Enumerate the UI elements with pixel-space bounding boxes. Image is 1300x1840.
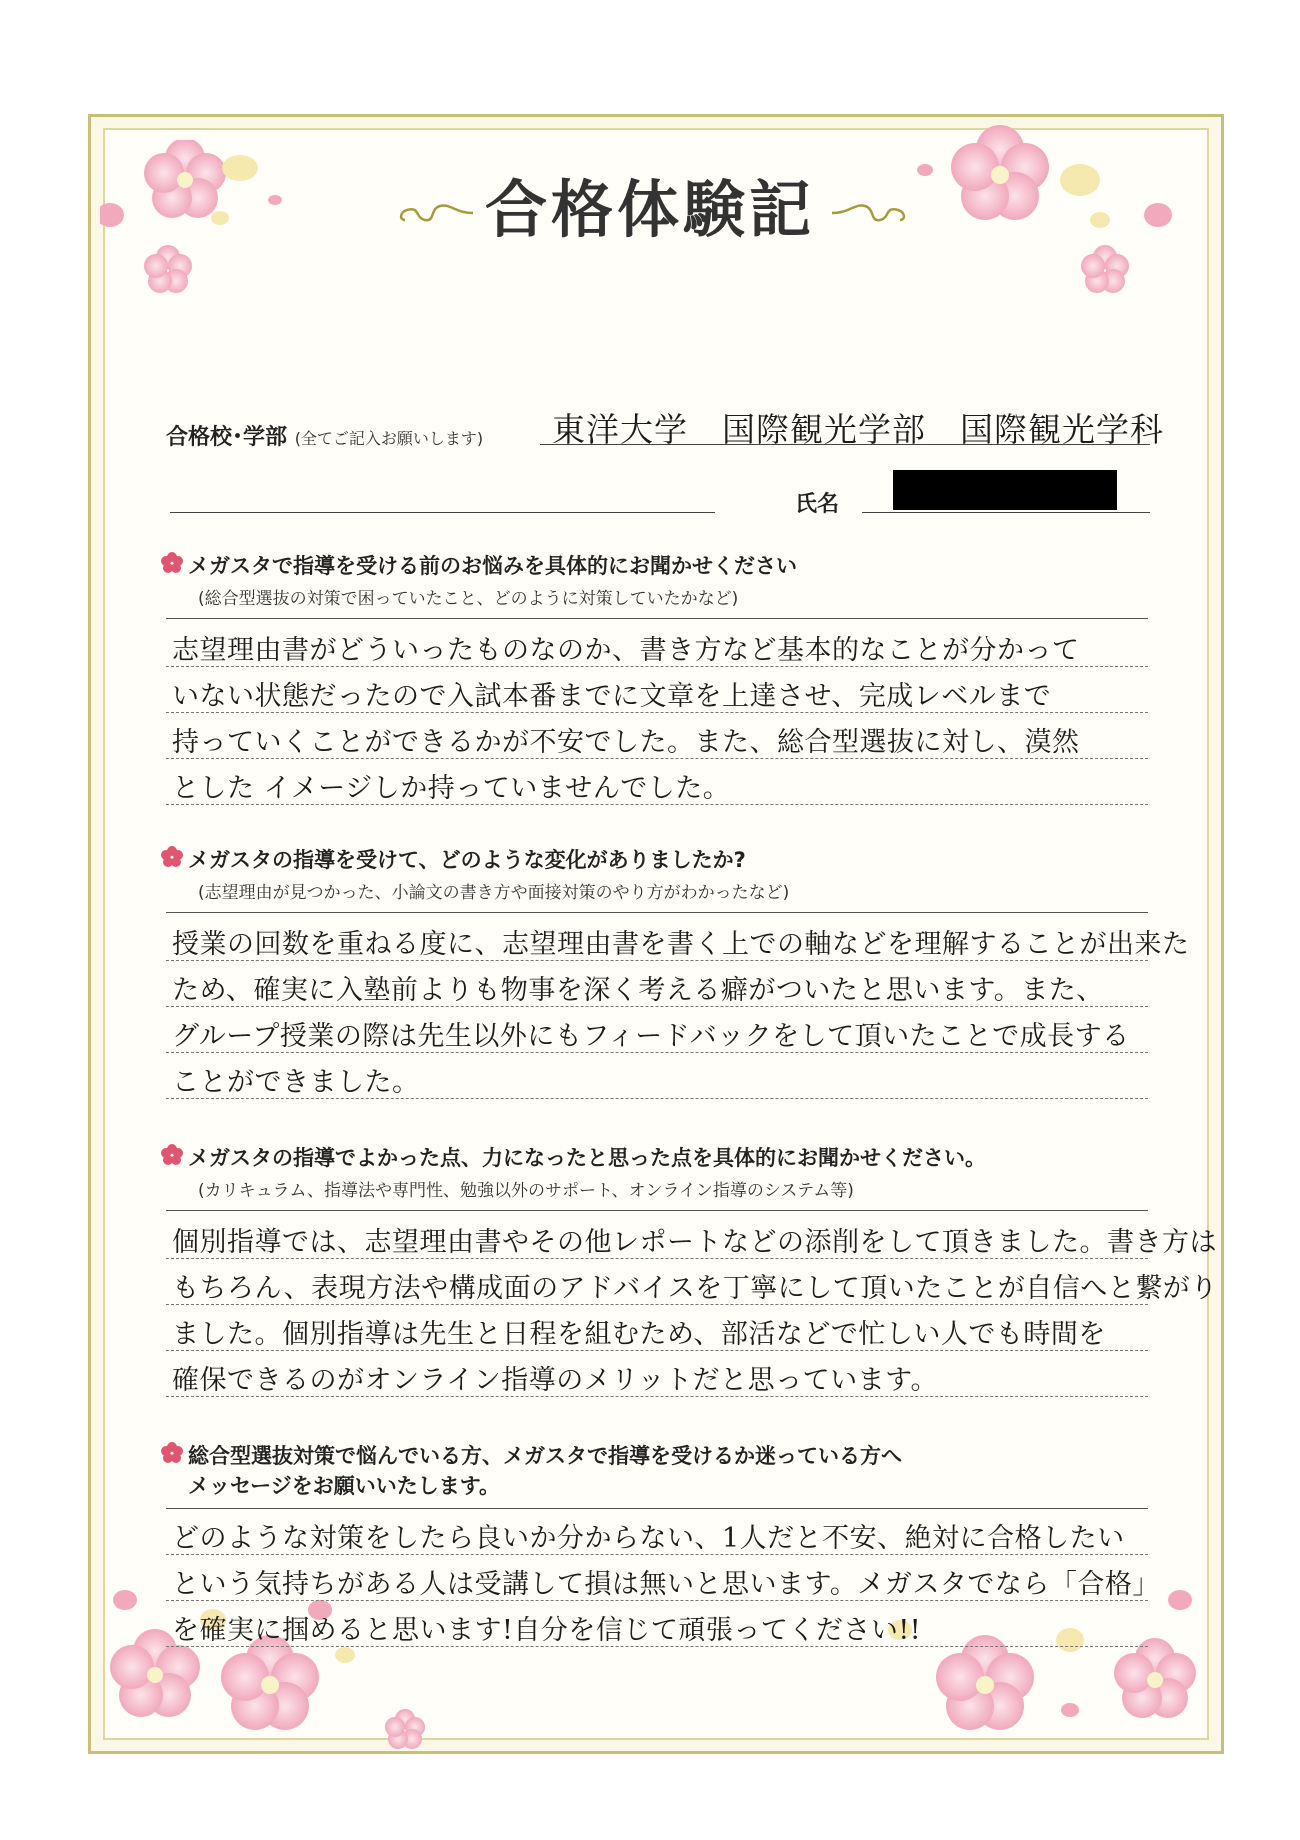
answer-line: 授業の回数を重ねる度に、志望理由書を書く上での軸などを理解することが出来た: [172, 929, 1190, 960]
answer-rule: [166, 1396, 1148, 1397]
sakura-bullet-icon: [160, 1143, 184, 1167]
answer-line: 確保できるのがオンライン指導のメリットだと思っています。: [172, 1365, 938, 1396]
redacted-name-block: [893, 470, 1117, 510]
school-label: [166, 420, 483, 451]
answer-line: とした イメージしか持っていませんでした。: [172, 773, 731, 804]
answer-rule: [166, 912, 1148, 913]
school-underline: [540, 444, 1150, 445]
answer-line: 個別指導では、志望理由書やその他レポートなどの添削をして頂きました。書き方は: [172, 1227, 1217, 1258]
sakura-bullet-icon: [160, 845, 184, 869]
answer-line: どのような対策をしたら良いか分からない、1人だと不安、絶対に合格したい: [172, 1523, 1125, 1554]
answer-rule: [166, 758, 1148, 759]
section-2-heading: メガスタの指導を受けて、どのような変化がありましたか?: [188, 848, 746, 872]
section-3-subtext: (カリキュラム、指導法や専門性、勉強以外のサポート、オンライン指導のシステム等): [198, 1181, 854, 1201]
section-1-heading: メガスタで指導を受ける前のお悩みを具体的にお聞かせください: [188, 554, 797, 578]
school-label-text: 合格校･学部: [166, 425, 288, 450]
section-1-subtext: (総合型選抜の対策で困っていたこと、どのように対策していたかなど): [198, 589, 739, 609]
answer-line: いない状態だったので入試本番までに文章を上達させ、完成レベルまで: [172, 681, 1052, 712]
answer-line: もちろん、表現方法や構成面のアドバイスを丁寧にして頂いたことが自信へと繋がり: [172, 1273, 1218, 1304]
ornament-left-icon: [395, 198, 475, 228]
answer-rule: [166, 1350, 1148, 1351]
answer-rule: [166, 618, 1148, 619]
school-note: (全てご記入お願いします): [294, 429, 484, 448]
answer-rule: [166, 1006, 1148, 1007]
answer-line: ました。個別指導は先生と日程を組むため、部活などで忙しい人でも時間を: [172, 1319, 1106, 1350]
answer-rule: [166, 1508, 1148, 1509]
answer-line: という気持ちがある人は受講して損は無いと思います。メガスタでなら「合格」: [172, 1569, 1160, 1600]
answer-rule: [166, 1646, 1148, 1647]
sakura-bullet-icon: [160, 1441, 184, 1465]
answer-rule: [166, 1258, 1148, 1259]
answer-rule: [166, 1304, 1148, 1305]
answer-rule: [166, 1210, 1148, 1211]
answer-rule: [166, 1098, 1148, 1099]
section-2-subtext: (志望理由が見つかった、小論文の書き方や面接対策のやり方がわかったなど): [198, 883, 790, 903]
answer-line: を確実に掴めると思います!自分を信じて頑張ってください!!: [172, 1615, 922, 1646]
answer-line: ことができました。: [172, 1067, 420, 1098]
name-label: 氏名: [795, 492, 840, 517]
sakura-bullet-icon: [160, 551, 184, 575]
school-value: 東洋大学 国際観光学部 国際観光学科: [552, 410, 1164, 449]
answer-line: ため、確実に入塾前よりも物事を深く考える癖がついたと思います。また、: [172, 975, 1104, 1006]
ornament-right-icon: [830, 198, 910, 228]
section-4-heading-line2: メッセージをお願いいたします。: [188, 1474, 501, 1498]
section-4-heading: 総合型選抜対策で悩んでいる方、メガスタで指導を受けるか迷っている方へ: [188, 1444, 902, 1468]
page-title: 合格体験記: [484, 173, 815, 246]
answer-line: グループ授業の際は先生以外にもフィードバックをして頂いたことで成長する: [172, 1021, 1130, 1052]
answer-line: 持っていくことができるかが不安でした。また、総合型選抜に対し、漠然: [172, 727, 1080, 758]
name-underline: [862, 512, 1150, 513]
answer-rule: [166, 1554, 1148, 1555]
answer-rule: [166, 804, 1148, 805]
answer-rule: [166, 1600, 1148, 1601]
answer-rule: [166, 712, 1148, 713]
section-3-heading: メガスタの指導でよかった点、力になったと思った点を具体的にお聞かせください。: [188, 1146, 986, 1170]
answer-line: 志望理由書がどういったものなのか、書き方など基本的なことが分かって: [172, 635, 1080, 666]
left-underline: [170, 512, 715, 513]
answer-rule: [166, 666, 1148, 667]
answer-rule: [166, 1052, 1148, 1053]
answer-rule: [166, 960, 1148, 961]
